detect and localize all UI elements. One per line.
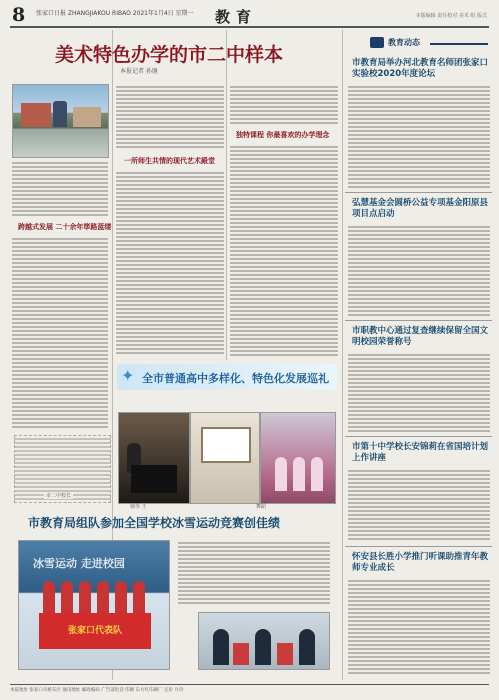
article-text: [348, 352, 490, 432]
team-photo: [18, 540, 170, 670]
page-header: [10, 4, 489, 28]
right-article-title: 市职教中心通过复查继续保留全国文明校园荣誉称号: [352, 326, 489, 347]
article-subhead: 跨越式发展 二十余年筚路蓝缕: [18, 223, 112, 231]
byline: 本报记者 孙继: [120, 68, 158, 75]
divider: [345, 546, 492, 547]
art-photo: [190, 412, 260, 504]
article-text: [230, 84, 338, 124]
footer: 本报地址 张家口市桥东区 通讯地址 邮政编码 广告部电话 印刷 东方红印刷厂 定价 月价: [10, 684, 489, 693]
divider: [345, 320, 492, 321]
article-text: [116, 84, 224, 150]
divider: [345, 192, 492, 193]
article-text: [12, 160, 108, 218]
sparkle-icon: ✦: [121, 366, 135, 385]
lower-headline: 市教育局组队参加全国学校冰雪运动竞赛创佳绩: [28, 516, 281, 530]
main-headline: 美术特色办学的市二中样本: [55, 44, 284, 66]
column-divider: [226, 30, 227, 360]
column-divider: [342, 30, 343, 680]
article-text: [178, 540, 330, 606]
students-photo: [198, 612, 330, 670]
article-subhead: 独特课程 你最喜欢的办学理念: [236, 131, 330, 139]
editor-credits: 本版编辑 责任校对 美术 组 版式: [415, 13, 487, 19]
article-subhead: 一所师生共情的现代艺术殿堂: [124, 157, 215, 165]
article-text: [348, 578, 490, 676]
right-article-title: 市教育局举办河北教育名师团张家口实验校2020年度论坛: [352, 58, 489, 79]
right-article-title: 市第十中学校长安锦莉在省国培计划上作讲座: [352, 442, 489, 463]
right-section-label: 教育动态: [388, 37, 420, 47]
team-slogan: 冰雪运动 走进校园: [33, 557, 125, 570]
article-text: [348, 84, 490, 188]
right-article-title: 怀安县长胜小学推门听课助推青年教师专业成长: [352, 552, 489, 573]
banner-title: 全市普通高中多样化、特色化发展巡礼: [142, 372, 329, 385]
section-rule: [430, 43, 488, 45]
photo-caption: 钢琴 王: [130, 504, 147, 510]
article-text: [348, 224, 490, 316]
masthead: 张家口日报 ZHANGJIAKOU RIBAO 2021年1月4日 星期一: [36, 10, 194, 17]
article-text: [116, 170, 224, 356]
book-icon: [370, 37, 384, 48]
school-photo: [12, 84, 109, 158]
piano-photo: [118, 412, 190, 504]
article-text: [348, 468, 490, 542]
page-number: 8: [12, 4, 26, 26]
dance-photo: [260, 412, 336, 504]
right-article-title: 弘慧基金会圆桥公益专项基金阳原县项目点启动: [352, 198, 489, 219]
team-banner: 张家口代表队: [39, 613, 151, 649]
quote-author: 市二中校长: [46, 493, 72, 499]
section-title: 教育: [215, 8, 258, 26]
article-text: [230, 144, 338, 356]
article-text: [12, 236, 108, 430]
photo-caption: 舞蹈: [256, 504, 267, 510]
divider: [345, 436, 492, 437]
